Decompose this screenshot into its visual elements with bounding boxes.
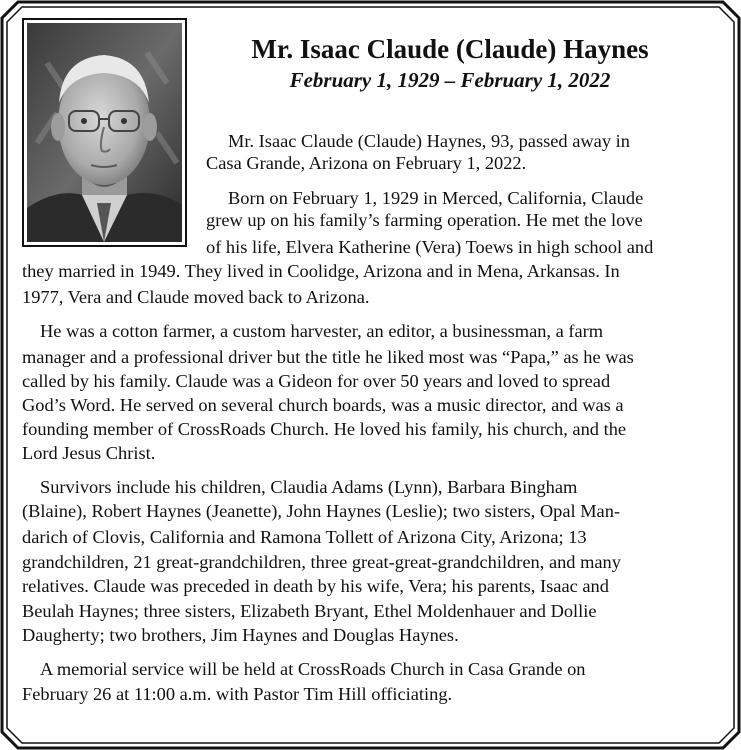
- text-line: of his life, Elvera Katherine (Vera) Toews in high school and: [206, 237, 654, 257]
- text-line: (Blaine), Robert Haynes (Jeanette), John Haynes (Leslie); two sisters, Opal Man-: [22, 501, 621, 521]
- text-line: called by his family. Claude was a Gideon for over 50 years and loved to spread: [22, 371, 611, 391]
- text-line: Survivors include his children, Claudia Adams (Lynn), Barbara Bingham: [40, 477, 578, 497]
- text-line: darich of Clovis, California and Ramona Tollett of Arizona City, Arizona; 13: [22, 527, 587, 547]
- text-line: grew up on his family’s farming operation. He met the love: [206, 210, 643, 230]
- text-line: 1977, Vera and Claude moved back to Arizona.: [22, 287, 370, 307]
- text-line: manager and a professional driver but the title he liked most was “Papa,” as he was: [22, 347, 634, 367]
- text-line: founding member of CrossRoads Church. He loved his family, his church, and the: [22, 419, 627, 439]
- obituary-headline: Mr. Isaac Claude (Claude) Haynes: [251, 34, 649, 64]
- text-line: Born on February 1, 1929 in Merced, California, Claude: [228, 188, 644, 208]
- text-line: Mr. Isaac Claude (Claude) Haynes, 93, passed away in: [228, 131, 630, 151]
- text-line: relatives. Claude was preceded in death by his wife, Vera; his parents, Isaac and: [22, 576, 609, 596]
- text-line: they married in 1949. They lived in Coolidge, Arizona and in Mena, Arkansas. In: [22, 261, 620, 281]
- portrait-photo: [22, 18, 187, 247]
- text-line: God’s Word. He served on several church boards, was a music director, and was a: [22, 395, 624, 415]
- text-line: He was a cotton farmer, a custom harvester, an editor, a businessman, a farm: [40, 321, 604, 341]
- text-line: A memorial service will be held at CrossRoads Church in Casa Grande on: [40, 659, 586, 679]
- text-line: Beulah Haynes; three sisters, Elizabeth Bryant, Ethel Moldenhauer and Dollie: [22, 601, 597, 621]
- life-dates: February 1, 1929 – February 1, 2022: [289, 68, 611, 92]
- text-line: February 26 at 11:00 a.m. with Pastor Tim Hill officiating.: [22, 684, 453, 704]
- text-line: Casa Grande, Arizona on February 1, 2022.: [206, 153, 527, 173]
- text-line: grandchildren, 21 great-grandchildren, three great-great-grandchildren, and many: [22, 552, 621, 572]
- text-line: Lord Jesus Christ.: [22, 443, 156, 463]
- text-line: Daugherty; two brothers, Jim Haynes and Douglas Haynes.: [22, 625, 459, 645]
